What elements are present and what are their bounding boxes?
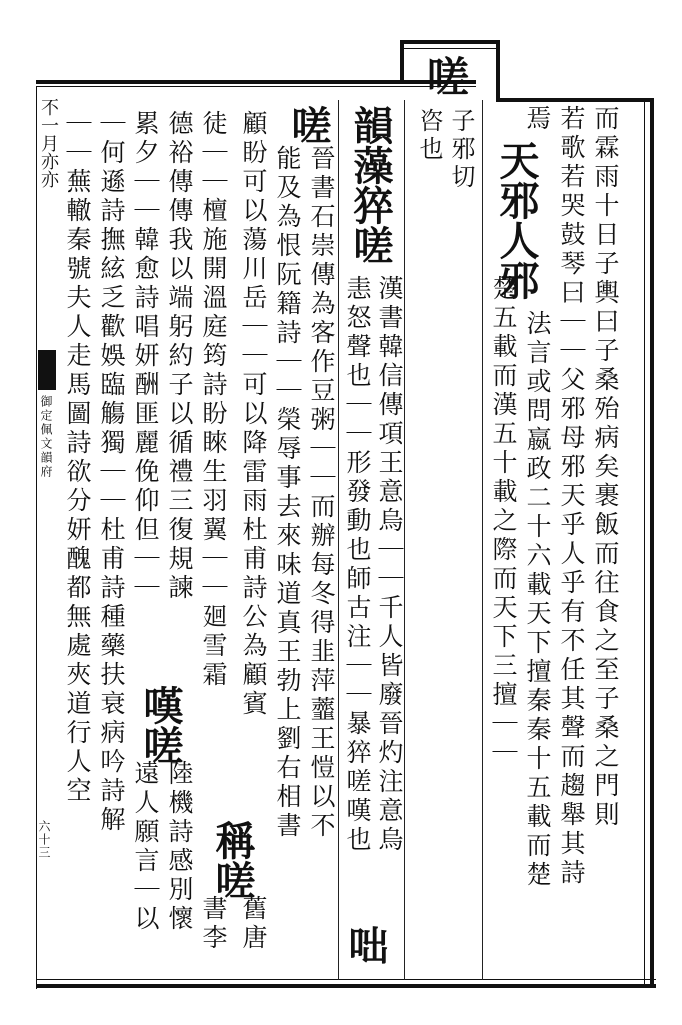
header-reading-a: 子邪切: [447, 108, 475, 192]
frame-bottom-border: [36, 984, 656, 988]
text-column: 若歌若哭鼓琴曰｜｜父邪母邪天乎人乎有不任其聲而趨舉其詩: [557, 105, 586, 888]
text-column: 晉書石崇傳為客作豆粥｜｜而辦每冬得韭萍虀王愷以不: [307, 145, 336, 841]
header-reading-b: 咨也: [415, 108, 443, 164]
text-column: ｜｜蕪轍秦號夫人走馬圖詩欲分妍醜都無處夾道行人空: [63, 110, 92, 806]
text-column: 焉: [523, 105, 552, 134]
text-column: 法言或問嬴政二十六載天下擅秦秦十五載而楚: [523, 310, 552, 890]
header-character: 嗟: [421, 55, 470, 97]
column-divider: [482, 100, 483, 980]
text-column: 徒｜｜檀施開溫庭筠詩盼睞生羽翼｜｜廻雪霜: [199, 110, 228, 690]
text-column: ｜何遜詩撫絃乏歡娛臨觴獨｜｜杜甫詩種藥扶衰病吟詩解: [97, 110, 126, 835]
frame-right-inner-border: [644, 98, 645, 984]
text-column: 顧盼可以蕩川岳｜｜可以降雷雨杜甫詩公為顧賓: [239, 110, 268, 719]
heading-phrase: 稱嗟: [209, 820, 256, 900]
header-tab-top-inner: [404, 48, 496, 49]
frame-top-border: [36, 80, 476, 84]
text-column: 楚五載而漢五十載之際而天下三擅｜｜: [489, 275, 518, 768]
sidebar-black-block: [38, 350, 56, 390]
text-column: 舊唐: [239, 895, 268, 953]
text-column: 漢書韓信傳項王意烏｜｜千人皆廢晉灼注意烏: [375, 275, 404, 855]
text-column: 能及為恨阮籍詩｜｜榮辱事去來味道真王勃上劉右相書: [273, 145, 302, 841]
heading-phrase: 天邪人邪: [493, 140, 540, 300]
header-tab-right-line: [496, 98, 654, 102]
frame-bottom-inner-border: [36, 979, 656, 980]
page-number: 六十三: [37, 820, 51, 859]
frame-right-border: [650, 98, 654, 988]
text-column: 恚怒聲也｜｜形發動也師古注｜｜暴猝嗟嘆也: [343, 275, 372, 855]
frame-top-inner-border: [36, 86, 476, 87]
header-tab-right: [496, 40, 500, 100]
column-divider: [338, 100, 339, 980]
heading-phrase: 咄: [342, 925, 389, 965]
header-tab-top: [400, 40, 500, 44]
heading-phrase: 韻藻猝嗟: [347, 105, 394, 265]
heading-phrase: 嘆嗟: [137, 685, 184, 765]
header-tab-left: [400, 40, 404, 84]
text-column: 遠人願言｜以: [131, 760, 160, 934]
text-column: 累夕｜｜韓愈詩唱妍酬匪麗俛仰但｜｜: [131, 110, 160, 603]
text-column: 而霖雨十日子輿曰子桑殆病矣裹飯而往食之至子桑之門則: [591, 105, 620, 830]
sidebar-book-title: 御定佩文韻府: [39, 395, 53, 479]
sidebar-top-text: 不一月亦亦: [38, 98, 59, 188]
text-column: 書李: [199, 895, 228, 953]
text-column: 陸機詩感別懷: [165, 760, 194, 934]
heading-phrase: 嗟: [285, 105, 332, 145]
text-column: 德裕傳傳我以端躬約子以循禮三復規諫: [165, 110, 194, 603]
